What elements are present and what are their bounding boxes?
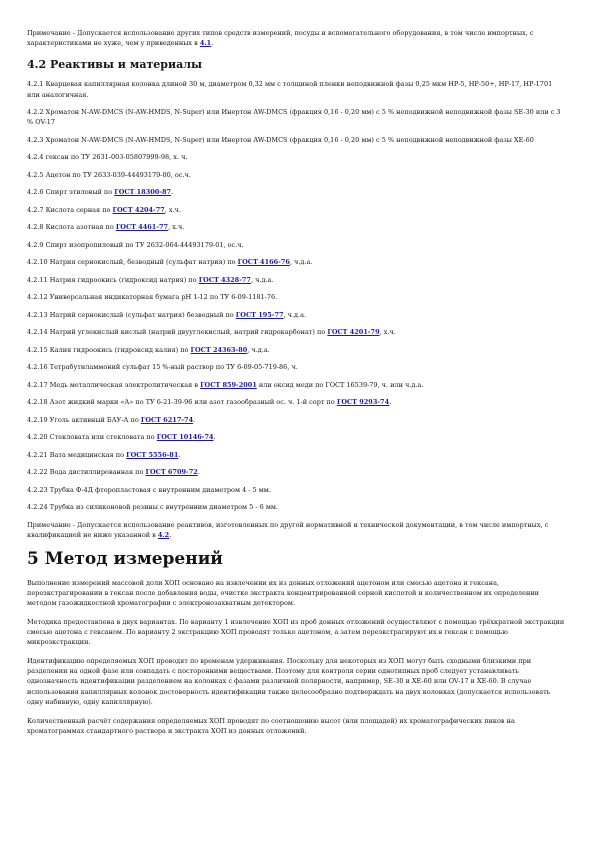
standard-link[interactable]: ГОСТ 4461-77 <box>115 223 169 232</box>
standard-link[interactable]: ГОСТ 4166-76 <box>237 258 290 267</box>
standard-link[interactable]: ГОСТ 195-77 <box>235 310 284 319</box>
list-item: 4.2.6 Спирт этиловый по ГОСТ 18300-87. <box>27 188 174 197</box>
note-reagents: Примечание - Допускается использование реактивов, изготовленных по другой нормативной и технической документации, в том числе импортных, с квалификацией не ниже указанной в 4.2. <box>27 520 549 540</box>
standard-link[interactable]: ГОСТ 4201-79 <box>327 328 380 337</box>
list-item: 4.2.19 Уголь активный БАУ-А по ГОСТ 6217-74. <box>27 415 196 424</box>
standard-link[interactable]: ГОСТ 4204-77 <box>112 205 165 214</box>
list-item: 4.2.3 Хроматон N-AW-DMCS (N-AW-HMDS, N-Super) или Инертон AW-DMCS (фракция 0,16 - 0,20 мм) с 5 % неподвижной неподвижной фазы ХЕ-60 <box>27 135 534 144</box>
method-paragraph: Методика предоставлена в двух вариантах. По варианту 1 извлечение ХОП из проб донных отложений осуществляют с помощью трёхкратной экстракции смесью ацетона с гексаном. По варианту 2 экстракцию ХОП проводят только ацетоном, а затем переэкстрагируют их в гексан с помощью микроэкстракции. <box>27 617 565 647</box>
note-equipment: Примечание - Допускается использование других типов средств измерений, посуды и вспомогательного оборудования, в том числе импортных, с характеристиками не хуже, чем у приведенных в 4.1. <box>27 29 534 48</box>
standard-link[interactable]: ГОСТ 5556-81 <box>126 450 179 459</box>
section-4-2-heading: 4.2 Реактивы и материалы <box>27 58 203 72</box>
list-item: 4.2.8 Кислота азотная по ГОСТ 4461-77, х.ч. <box>27 223 185 232</box>
standard-link[interactable]: ГОСТ 6709-72 <box>145 468 198 477</box>
document-body <box>27 28 567 745</box>
list-item: 4.2.11 Натрия гидроокись (гидроксид натрия) по ГОСТ 4328-77, ч.д.а. <box>27 275 274 284</box>
reagents-list <box>27 79 567 512</box>
method-paragraphs <box>27 578 567 736</box>
standard-link[interactable]: ГОСТ 10146-74 <box>156 433 214 442</box>
list-item: 4.2.21 Вата медицинская по ГОСТ 5556-81. <box>27 450 181 459</box>
standard-link[interactable]: ГОСТ 24363-80 <box>190 345 248 354</box>
list-item: 4.2.5 Ацетон по ТУ 2633-039-44493179-00, ос.ч. <box>27 170 191 179</box>
list-item: 4.2.24 Трубка из силиконовой резины с внутренним диаметром 5 - 6 мм. <box>27 503 278 512</box>
list-item: 4.2.2 Хромaтон N-AW-DMCS (N-AW-HMDS, N-Super) или Инертон AW-DMCS (фракция 0,16 - 0,20 мм) с 5 % неподвижной неподвижной фазы SE-30 или с 3 % OV-17 <box>27 108 561 127</box>
list-item: 4.2.16 Тетрабутиламмоний сульфат 15 %-ный раствор по ТУ 6-09-05-719-86, ч. <box>27 363 298 372</box>
section-5-heading: 5 Метод измерений <box>27 548 223 569</box>
list-item: 4.2.10 Натрия сернокислый, безводный (сульфат натрия) по ГОСТ 4166-76, ч.д.а. <box>27 258 313 267</box>
list-item: 4.2.4 гексан по ТУ 2631-003-05807999-98, х. ч. <box>27 153 188 162</box>
list-item: 4.2.20 Стекловата или стекловата по ГОСТ 10146-74. <box>27 433 216 442</box>
standard-link[interactable]: ГОСТ 859-2001 <box>200 380 257 389</box>
standard-link[interactable]: ГОСТ 9293-74 <box>336 398 390 407</box>
standard-link[interactable]: ГОСТ 6217-74 <box>140 415 194 424</box>
standard-link[interactable]: ГОСТ 4328-77 <box>198 275 251 284</box>
list-item: 4.2.12 Универсальная индикаторная бумага рН 1-12 по ТУ 6-09-1181-76. <box>27 293 278 302</box>
list-item: 4.2.1 Кварцевая капиллярная колонка длиной 30 м, диаметром 0,32 мм с толщиной пленки неподвижной фазы 0,25 мкм НР-5, НР-50+, НР-17, НР-1701 или аналогичная. <box>27 80 553 99</box>
method-paragraph: Количественный расчёт содержания определяемых ХОП проводят по соотношению высот (или площадей) их хроматографических пиков на хроматограммах стандартного раствора и экстракта ХОП из донных отложений. <box>27 716 515 735</box>
list-item: 4.2.13 Натрий сернокислый (сульфат натрия) безводный по ГОСТ 195-77, ч.д.а. <box>27 310 307 319</box>
method-paragraph: Выполнение измерений массовой доли ХОП основано на извлечении их из донных отложений ацетоном или смесью ацетона и гексана, переэкстрагировании в гексан после добавления воды, очистке экстракта концентрированной серной кислотой и количественном их определении методом газожидкостной хроматографии с электронозахватным детектором. <box>27 578 540 607</box>
list-item: 4.2.15 Калия гидроокись (гидроксид калия) по ГОСТ 24363-80, ч.д.а. <box>27 345 270 354</box>
link-4-2[interactable]: 4.2 <box>157 531 170 540</box>
list-item: 4.2.22 Вода дистиллированная по ГОСТ 6709-72. <box>27 468 200 477</box>
list-item: 4.2.18 Азот жидкий марки «А» по ТУ 6-21-39-96 или азот газообразный ос. ч. 1-й сорт по ГОСТ 9293-74. <box>27 398 392 407</box>
method-paragraph: Идентификацию определяемых ХОП проводят по временам удерживания. Поскольку для некоторых из ХОП могут быть сходными близкими при разделении на одной фазе или совпадать с посторонними веществами. Поэтому для контроля серии однотипных проб следует устанавливать однозначность идентификации разделением на колонках с фазами различной полярности, например, SE-30 и ХЕ-60 или OV-17 и ХЕ-60. В случае использования капиллярных колонок достоверность идентификации также целесообразно подтверждать на двух колонках (допускается использовать одну набивную, одну капиллярную). <box>27 656 551 706</box>
link-4-1[interactable]: 4.1 <box>199 39 212 48</box>
standard-link[interactable]: ГОСТ 18300-87 <box>114 188 172 197</box>
list-item: 4.2.23 Трубка Ф-4Д фторопластовая с внутренним диаметром 4 - 5 мм. <box>27 485 271 494</box>
list-item: 4.2.7 Кислота серная по ГОСТ 4204-77, х.ч. <box>27 205 182 214</box>
list-item: 4.2.17 Медь металлическая электролитическая в ГОСТ 859-2001 или оксид меди по ГОСТ 16539-79, ч. или ч.д.а. <box>27 380 424 389</box>
list-item: 4.2.14 Натрий углекислый кислый (натрий двууглекислый, натрий гидрокарбонат) по ГОСТ 4201-79, х.ч. <box>27 328 396 337</box>
list-item: 4.2.9 Спирт изопропиловый по ТУ 2632-064-44493179-01, ос.ч. <box>27 240 244 249</box>
